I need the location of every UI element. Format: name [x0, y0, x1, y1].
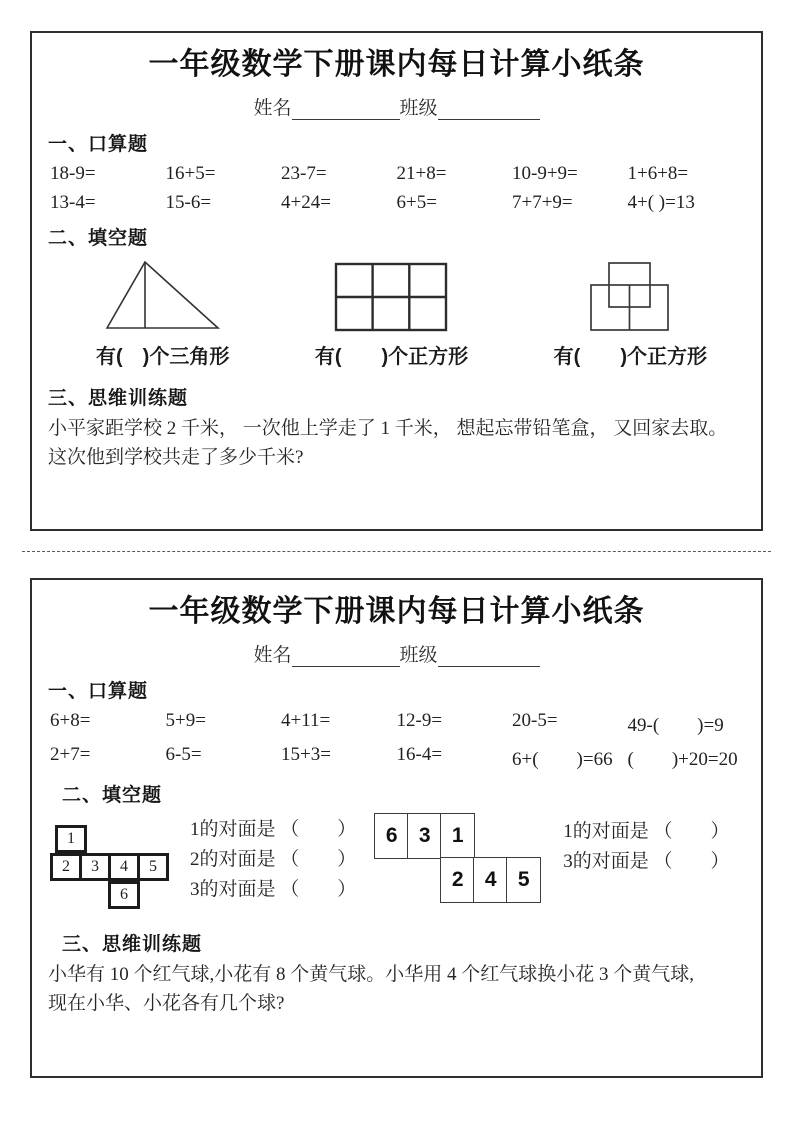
net-cell: 1 — [55, 825, 87, 853]
fill-section-heading: 二、填空题 — [62, 785, 163, 806]
thinking-problem-line: 现在小华、小花各有几个球? — [48, 993, 285, 1014]
net-cell: 4 — [108, 853, 140, 881]
oral-problem: 15-6= — [165, 192, 212, 213]
oral-problem: 18-9= — [50, 163, 96, 184]
oral-problem: 6+( )=66 — [512, 749, 613, 770]
oral-problem: 12-9= — [396, 710, 443, 731]
cube-net-fill-row — [46, 809, 747, 915]
thinking-problem-text — [46, 412, 747, 472]
net-cell: 2 — [50, 853, 82, 881]
net-cell: 6 — [108, 881, 140, 909]
net-cell: 3 — [407, 813, 442, 859]
thinking-problem-line: 小平家距学校 2 千米， 一次他上学走了 1 千米， 想起忘带铅笔盒， 又回家去取。 — [48, 418, 728, 439]
fill-figures-row — [46, 252, 747, 369]
oral-problem: 6+8= — [50, 710, 91, 731]
name-label: 姓名 — [253, 98, 292, 119]
cube-net-diagram-1 — [50, 825, 176, 915]
name-label: 姓名 — [253, 645, 292, 666]
overlapping-squares-diagram — [589, 261, 671, 332]
class-label: 班级 — [399, 645, 438, 666]
net-cell: 4 — [473, 857, 508, 903]
overlap-figure-label: 有( )个正方形 — [553, 346, 707, 368]
worksheet-2-title: 一年级数学下册课内每日计算小纸条 — [148, 595, 645, 628]
worksheet-1-title: 一年级数学下册课内每日计算小纸条 — [148, 48, 645, 81]
oral-problem: 4+24= — [281, 192, 331, 213]
oral-section-heading: 一、口算题 — [48, 681, 149, 702]
oral-problem: 4+( )=13 — [627, 192, 695, 213]
worksheet-2-name-class-line — [46, 640, 747, 667]
class-blank-line — [438, 647, 540, 667]
oral-problem: 23-7= — [281, 163, 327, 184]
worksheet-1 — [30, 31, 763, 531]
grid-figure-label: 有( )个正方形 — [314, 346, 469, 368]
oral-problem: 2+7= — [50, 744, 91, 765]
net-cell: 3 — [79, 853, 111, 881]
oral-section-heading: 一、口算题 — [48, 134, 149, 155]
worksheet-2 — [30, 578, 763, 1078]
oral-problem: 20-5= — [512, 710, 558, 731]
opposite-face-question: 1的对面是 （ ） — [190, 819, 357, 840]
oral-problems-row-2 — [46, 744, 747, 771]
thinking-section-heading: 三、思维训练题 — [62, 934, 203, 955]
oral-problems-row-1 — [46, 163, 747, 185]
oral-problem: 15+3= — [281, 744, 331, 765]
opposite-face-questions-left — [190, 815, 356, 905]
thinking-problem-line: 小华有 10 个红气球,小花有 8 个黄气球。小华用 4 个红气球换小花 3 个黄气球, — [48, 964, 695, 985]
oral-problem: 21+8= — [396, 163, 447, 184]
net-cell: 1 — [440, 813, 475, 859]
oral-problem: 10-9+9= — [512, 163, 578, 184]
oral-problem: 13-4= — [50, 192, 96, 213]
class-blank-line — [438, 100, 540, 120]
overlapping-squares-figure — [554, 261, 707, 369]
worksheet-1-name-class-line — [46, 93, 747, 120]
cube-net-diagram-2 — [374, 813, 541, 902]
oral-problem: 4+11= — [281, 710, 331, 731]
grid-rectangle-figure — [315, 262, 468, 369]
oral-problem: 1+6+8= — [627, 163, 689, 184]
name-blank-line — [292, 647, 400, 667]
cut-line-divider — [22, 551, 771, 552]
name-blank-line — [292, 100, 400, 120]
thinking-problem-line: 这次他到学校共走了多少千米? — [48, 447, 304, 468]
net-cell: 5 — [506, 857, 541, 903]
oral-problem: ( )+20=20 — [627, 749, 738, 770]
net-cell: 2 — [440, 857, 475, 903]
oral-problem: 16-4= — [396, 744, 443, 765]
triangle-figure-label: 有( )个三角形 — [96, 346, 230, 368]
thinking-problem-text — [46, 958, 747, 1018]
oral-problem: 49-( )=9 — [627, 715, 724, 736]
oral-problem: 5+9= — [165, 710, 206, 731]
triangle-diagram — [104, 258, 222, 332]
oral-problem: 16+5= — [165, 163, 216, 184]
grid-rectangle-diagram — [334, 262, 448, 332]
net-cell: 5 — [137, 853, 169, 881]
triangle-figure — [96, 258, 229, 369]
class-label: 班级 — [399, 98, 438, 119]
opposite-face-question: 3的对面是 （ ） — [190, 879, 357, 900]
oral-problem: 7+7+9= — [512, 192, 573, 213]
thinking-section-heading: 三、思维训练题 — [48, 388, 189, 409]
opposite-face-question: 2的对面是 （ ） — [190, 849, 357, 870]
net-cell: 6 — [374, 813, 409, 859]
fill-section-heading: 二、填空题 — [48, 228, 149, 249]
oral-problems-row-2 — [46, 192, 747, 214]
oral-problem: 6-5= — [165, 744, 202, 765]
opposite-face-question: 3的对面是 （ ） — [563, 851, 730, 872]
opposite-face-questions-right — [563, 817, 729, 877]
opposite-face-question: 1的对面是 （ ） — [563, 821, 730, 842]
oral-problem: 6+5= — [396, 192, 437, 213]
oral-problems-row-1 — [46, 710, 747, 737]
